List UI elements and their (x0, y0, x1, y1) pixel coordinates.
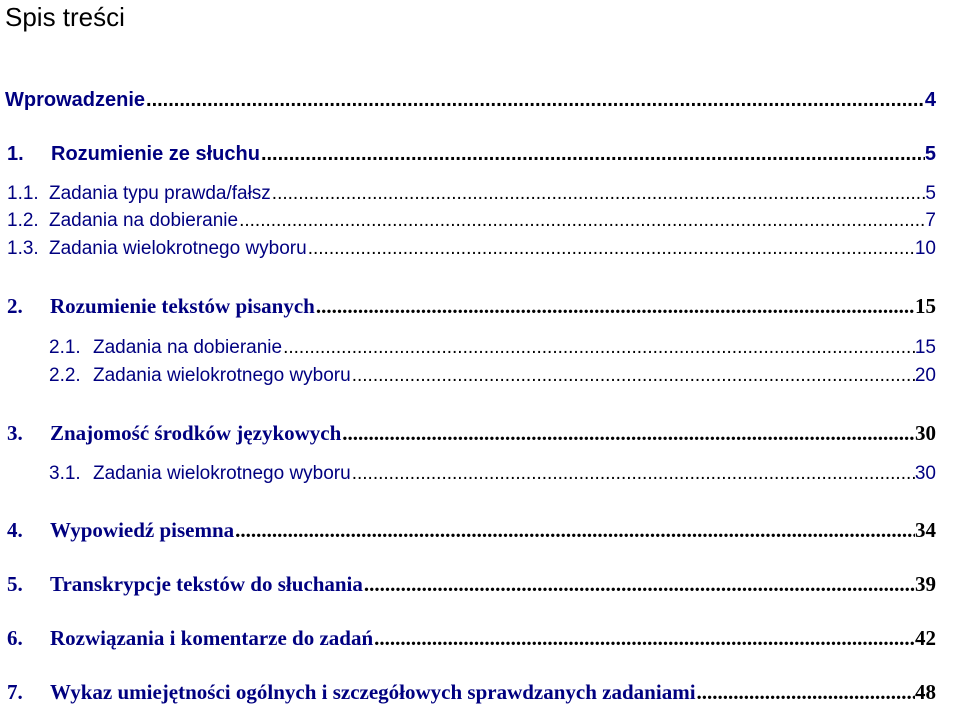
toc-leader (234, 515, 915, 545)
toc-page-number: 15 (914, 337, 936, 358)
toc-entry-number: 3.1. (49, 463, 81, 484)
toc-entry-number: 1.3. (7, 238, 39, 259)
toc-page-number: 5 (924, 143, 936, 165)
toc-leader (271, 182, 926, 206)
toc-entry-section-1-1[interactable] (0, 182, 960, 212)
toc-entry-label: Rozwiązania i komentarze do zadań (50, 626, 374, 650)
toc-page-number: 15 (915, 294, 936, 318)
toc-entry-section-3-1[interactable] (0, 462, 960, 492)
toc-entry-label: Rozumienie tekstów pisanych (50, 294, 315, 318)
toc-leader (282, 336, 915, 360)
toc-entry-number: 1. (7, 143, 24, 165)
toc-entry-section-5[interactable] (0, 569, 960, 599)
toc-leader (307, 237, 915, 261)
toc-page-number: 20 (914, 365, 936, 386)
toc-leader (341, 418, 915, 448)
toc-entry-section-2-1[interactable] (0, 336, 960, 366)
toc-entry-section-2-2[interactable] (0, 364, 960, 394)
toc-leader (238, 209, 925, 233)
toc-entry-label: Wypowiedź pisemna (50, 518, 235, 542)
toc-page-number: 39 (915, 572, 936, 596)
toc-entry-label: Zadania wielokrotnego wyboru (49, 238, 307, 259)
toc-page-number: 34 (915, 518, 936, 542)
toc-leader (373, 623, 915, 653)
toc-leader (315, 291, 915, 321)
toc-entry-number: 1.2. (7, 210, 39, 231)
toc-page-number: 30 (915, 421, 936, 445)
toc-page-number: 30 (914, 463, 936, 484)
toc-leader (363, 569, 915, 599)
toc-entry-section-1-3[interactable] (0, 237, 960, 267)
toc-leader (145, 85, 925, 115)
toc-entry-label: Zadania na dobieranie (49, 210, 239, 231)
toc-entry-section-6[interactable] (0, 623, 960, 653)
toc-entry-section-1[interactable] (0, 139, 960, 169)
toc-entry-number: 2. (7, 294, 23, 318)
toc-entry-label: Wykaz umiejętności ogólnych i szczegółowych sprawdzanych zadaniami (50, 680, 696, 704)
toc-entry-introduction[interactable] (0, 85, 960, 115)
toc-entry-label: Zadania na dobieranie (93, 337, 283, 358)
toc-entry-label: Transkrypcje tekstów do słuchania (50, 572, 363, 596)
toc-entry-section-7[interactable] (0, 677, 960, 707)
toc-leader (351, 462, 915, 486)
toc-entry-number: 6. (7, 626, 23, 650)
toc-page-number: 4 (924, 89, 936, 111)
toc-page-number: 5 (925, 183, 936, 204)
toc-entry-label: Wprowadzenie (5, 89, 146, 111)
toc-entry-number: 1.1. (7, 183, 39, 204)
toc-entry-number: 7. (7, 680, 23, 704)
toc-entry-section-3[interactable] (0, 418, 960, 448)
page-title: Spis treści (5, 2, 125, 32)
toc-page-number: 7 (925, 210, 936, 231)
toc-page-number: 10 (914, 238, 936, 259)
toc-entry-section-4[interactable] (0, 515, 960, 545)
toc-leader (260, 139, 925, 169)
toc-entry-label: Zadania wielokrotnego wyboru (93, 365, 351, 386)
toc-leader (351, 364, 915, 388)
toc-entry-label: Rozumienie ze słuchu (51, 143, 260, 165)
toc-entry-section-1-2[interactable] (0, 209, 960, 239)
toc-leader (696, 677, 915, 707)
toc-entry-number: 3. (7, 421, 23, 445)
toc-entry-section-2[interactable] (0, 291, 960, 321)
toc-page-number: 48 (915, 680, 936, 704)
toc-entry-label: Zadania wielokrotnego wyboru (93, 463, 351, 484)
toc-entry-number: 5. (7, 572, 23, 596)
toc-entry-label: Zadania typu prawda/fałsz (49, 183, 271, 204)
toc-entry-number: 4. (7, 518, 23, 542)
toc-entry-number: 2.2. (49, 365, 81, 386)
toc-entry-label: Znajomość środków językowych (50, 421, 342, 445)
toc-entry-number: 2.1. (49, 337, 81, 358)
toc-page-number: 42 (915, 626, 936, 650)
